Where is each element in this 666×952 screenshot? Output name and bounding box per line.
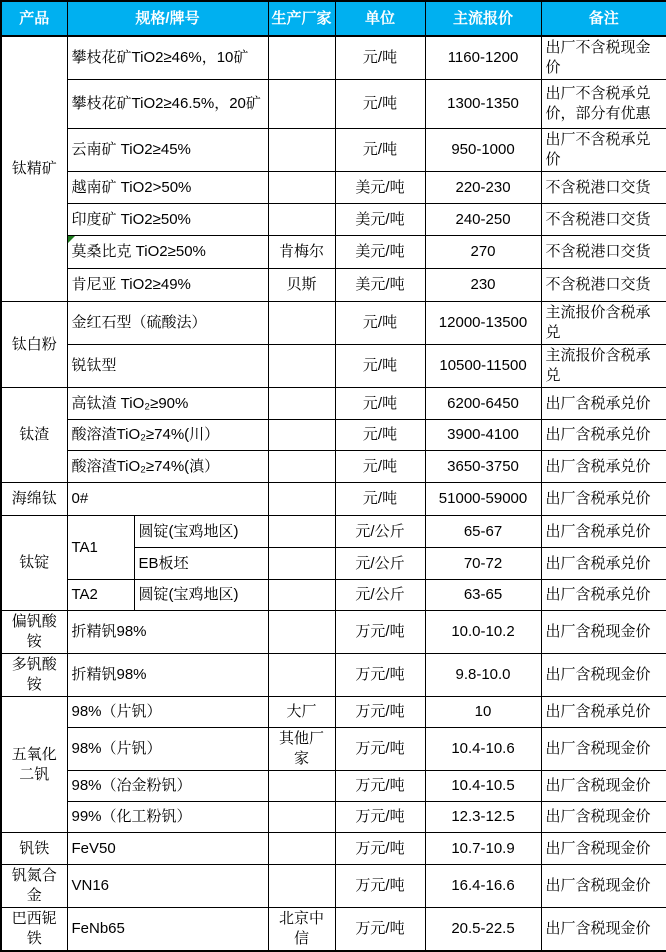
table-row bbox=[1, 80, 666, 129]
cell-note: 出厂含税承兑价 bbox=[541, 697, 666, 728]
cell-price: 1300-1350 bbox=[425, 80, 541, 129]
cell-note: 出厂含税承兑价 bbox=[541, 420, 666, 451]
cell-maker bbox=[268, 302, 335, 345]
cell-note: 出厂含税承兑价 bbox=[541, 548, 666, 580]
cell-maker bbox=[268, 129, 335, 172]
table-row bbox=[1, 697, 666, 728]
cell-spec: 折精钒98% bbox=[67, 654, 268, 697]
col-header-spec: 规格/牌号 bbox=[67, 1, 268, 36]
col-header-note: 备注 bbox=[541, 1, 666, 36]
cell-note: 出厂含税现金价 bbox=[541, 611, 666, 654]
cell-spec: 98%（片钒） bbox=[67, 697, 268, 728]
table-row bbox=[1, 802, 666, 833]
cell-spec: 肯尼亚 TiO2≥49% bbox=[67, 269, 268, 302]
cell-price: 12.3-12.5 bbox=[425, 802, 541, 833]
cell-note: 出厂含税承兑价 bbox=[541, 483, 666, 516]
table-row bbox=[1, 129, 666, 172]
col-header-price: 主流报价 bbox=[425, 1, 541, 36]
cell-price: 230 bbox=[425, 269, 541, 302]
cell-note: 出厂含税现金价 bbox=[541, 833, 666, 865]
col-header-product: 产品 bbox=[1, 1, 67, 36]
table-row bbox=[1, 771, 666, 802]
col-header-unit: 单位 bbox=[335, 1, 425, 36]
cell-note: 主流报价含税承兑 bbox=[541, 302, 666, 345]
cell-unit: 元/吨 bbox=[335, 345, 425, 388]
comment-marker-icon bbox=[68, 236, 75, 243]
table-row bbox=[1, 236, 666, 269]
cell-spec: 越南矿 TiO2>50% bbox=[67, 172, 268, 204]
cell-price: 220-230 bbox=[425, 172, 541, 204]
table-header bbox=[1, 1, 666, 36]
cell-spec: 云南矿 TiO2≥45% bbox=[67, 129, 268, 172]
cell-product: 钛白粉 bbox=[1, 302, 67, 388]
cell-note: 出厂不含税承兑价，部分有优惠 bbox=[541, 80, 666, 129]
table-row bbox=[1, 388, 666, 420]
cell-spec: 酸溶渣TiO₂≥74%(川） bbox=[67, 420, 268, 451]
cell-unit: 万元/吨 bbox=[335, 697, 425, 728]
table-row bbox=[1, 172, 666, 204]
table-row bbox=[1, 654, 666, 697]
cell-price: 6200-6450 bbox=[425, 388, 541, 420]
cell-price: 51000-59000 bbox=[425, 483, 541, 516]
cell-unit: 元/吨 bbox=[335, 36, 425, 80]
cell-unit: 万元/吨 bbox=[335, 611, 425, 654]
cell-unit: 万元/吨 bbox=[335, 908, 425, 952]
cell-maker bbox=[268, 204, 335, 236]
cell-maker bbox=[268, 865, 335, 908]
cell-note: 出厂含税承兑价 bbox=[541, 451, 666, 483]
cell-price: 1160-1200 bbox=[425, 36, 541, 80]
cell-note: 不含税港口交货 bbox=[541, 236, 666, 269]
cell-unit: 美元/吨 bbox=[335, 172, 425, 204]
cell-product: 海绵钛 bbox=[1, 483, 67, 516]
cell-price: 3900-4100 bbox=[425, 420, 541, 451]
cell-maker bbox=[268, 345, 335, 388]
cell-price: 240-250 bbox=[425, 204, 541, 236]
cell-maker bbox=[268, 451, 335, 483]
cell-price: 10500-11500 bbox=[425, 345, 541, 388]
cell-price: 10.4-10.6 bbox=[425, 728, 541, 771]
cell-maker: 肯梅尔 bbox=[268, 236, 335, 269]
table-row bbox=[1, 204, 666, 236]
cell-note: 不含税港口交货 bbox=[541, 172, 666, 204]
cell-maker bbox=[268, 483, 335, 516]
cell-price: 70-72 bbox=[425, 548, 541, 580]
cell-maker bbox=[268, 771, 335, 802]
cell-price: 270 bbox=[425, 236, 541, 269]
cell-spec: TA2 bbox=[67, 580, 134, 611]
cell-maker bbox=[268, 802, 335, 833]
cell-product: 巴西铌铁 bbox=[1, 908, 67, 952]
cell-maker bbox=[268, 654, 335, 697]
cell-product: 多钒酸铵 bbox=[1, 654, 67, 697]
cell-unit: 美元/吨 bbox=[335, 236, 425, 269]
cell-spec: 99%（化工粉钒） bbox=[67, 802, 268, 833]
cell-spec: 98%（冶金粉钒） bbox=[67, 771, 268, 802]
cell-unit: 元/吨 bbox=[335, 80, 425, 129]
cell-maker: 其他厂家 bbox=[268, 728, 335, 771]
table-row bbox=[1, 483, 666, 516]
cell-product: 偏钒酸铵 bbox=[1, 611, 67, 654]
cell-maker bbox=[268, 580, 335, 611]
cell-maker bbox=[268, 36, 335, 80]
cell-product: 钒铁 bbox=[1, 833, 67, 865]
cell-unit: 元/公斤 bbox=[335, 516, 425, 548]
cell-unit: 美元/吨 bbox=[335, 204, 425, 236]
cell-note: 出厂含税现金价 bbox=[541, 654, 666, 697]
cell-price: 12000-13500 bbox=[425, 302, 541, 345]
cell-note: 出厂含税现金价 bbox=[541, 771, 666, 802]
cell-price: 10.4-10.5 bbox=[425, 771, 541, 802]
table-row bbox=[1, 728, 666, 771]
cell-product: 五氧化二钒 bbox=[1, 697, 67, 833]
cell-maker: 贝斯 bbox=[268, 269, 335, 302]
cell-unit: 元/公斤 bbox=[335, 548, 425, 580]
cell-note: 出厂含税承兑价 bbox=[541, 580, 666, 611]
cell-price: 10 bbox=[425, 697, 541, 728]
cell-price: 10.7-10.9 bbox=[425, 833, 541, 865]
cell-spec: TA1 bbox=[67, 516, 134, 580]
table-row bbox=[1, 833, 666, 865]
cell-unit: 元/吨 bbox=[335, 483, 425, 516]
col-header-maker: 生产厂家 bbox=[268, 1, 335, 36]
cell-grade: EB板坯 bbox=[134, 548, 268, 580]
cell-maker bbox=[268, 548, 335, 580]
table-row bbox=[1, 451, 666, 483]
cell-grade: 圆锭(宝鸡地区) bbox=[134, 516, 268, 548]
table-row bbox=[1, 580, 666, 611]
cell-maker bbox=[268, 611, 335, 654]
table-row bbox=[1, 865, 666, 908]
cell-note: 出厂含税现金价 bbox=[541, 728, 666, 771]
table-row bbox=[1, 908, 666, 952]
cell-spec: 98%（片钒） bbox=[67, 728, 268, 771]
cell-price: 65-67 bbox=[425, 516, 541, 548]
cell-maker bbox=[268, 516, 335, 548]
cell-note: 不含税港口交货 bbox=[541, 269, 666, 302]
cell-spec: FeNb65 bbox=[67, 908, 268, 952]
cell-spec: 高钛渣 TiO₂≥90% bbox=[67, 388, 268, 420]
cell-unit: 万元/吨 bbox=[335, 654, 425, 697]
cell-note: 出厂不含税现金价 bbox=[541, 36, 666, 80]
cell-price: 10.0-10.2 bbox=[425, 611, 541, 654]
cell-maker: 北京中信 bbox=[268, 908, 335, 952]
table-body bbox=[1, 36, 666, 951]
cell-spec: 攀枝花矿TiO2≥46%，10矿 bbox=[67, 36, 268, 80]
cell-spec: FeV50 bbox=[67, 833, 268, 865]
cell-spec: 锐钛型 bbox=[67, 345, 268, 388]
cell-price: 63-65 bbox=[425, 580, 541, 611]
cell-unit: 元/吨 bbox=[335, 451, 425, 483]
cell-product: 钛精矿 bbox=[1, 36, 67, 302]
cell-unit: 元/公斤 bbox=[335, 580, 425, 611]
cell-unit: 美元/吨 bbox=[335, 269, 425, 302]
cell-spec: 攀枝花矿TiO2≥46.5%，20矿 bbox=[67, 80, 268, 129]
cell-unit: 万元/吨 bbox=[335, 728, 425, 771]
cell-maker bbox=[268, 833, 335, 865]
cell-unit: 万元/吨 bbox=[335, 833, 425, 865]
cell-maker bbox=[268, 420, 335, 451]
table-row bbox=[1, 516, 666, 548]
cell-note: 不含税港口交货 bbox=[541, 204, 666, 236]
cell-spec: 0# bbox=[67, 483, 268, 516]
cell-note: 主流报价含税承兑 bbox=[541, 345, 666, 388]
cell-maker: 大厂 bbox=[268, 697, 335, 728]
cell-spec: 印度矿 TiO2≥50% bbox=[67, 204, 268, 236]
cell-unit: 万元/吨 bbox=[335, 771, 425, 802]
cell-product: 钛锭 bbox=[1, 516, 67, 611]
cell-unit: 万元/吨 bbox=[335, 802, 425, 833]
table-row bbox=[1, 302, 666, 345]
cell-note: 出厂不含税承兑价 bbox=[541, 129, 666, 172]
cell-maker bbox=[268, 388, 335, 420]
table-row bbox=[1, 611, 666, 654]
cell-spec: 酸溶渣TiO₂≥74%(滇） bbox=[67, 451, 268, 483]
cell-note: 出厂含税现金价 bbox=[541, 865, 666, 908]
cell-note: 出厂含税现金价 bbox=[541, 802, 666, 833]
cell-product: 钒氮合金 bbox=[1, 865, 67, 908]
header-row bbox=[1, 1, 666, 36]
cell-note: 出厂含税承兑价 bbox=[541, 516, 666, 548]
cell-spec: 莫桑比克 TiO2≥50% bbox=[67, 236, 268, 269]
cell-spec: 折精钒98% bbox=[67, 611, 268, 654]
cell-unit: 元/吨 bbox=[335, 388, 425, 420]
cell-price: 16.4-16.6 bbox=[425, 865, 541, 908]
table-row bbox=[1, 345, 666, 388]
cell-unit: 元/吨 bbox=[335, 129, 425, 172]
cell-maker bbox=[268, 172, 335, 204]
cell-maker bbox=[268, 80, 335, 129]
cell-price: 20.5-22.5 bbox=[425, 908, 541, 952]
cell-unit: 万元/吨 bbox=[335, 865, 425, 908]
table-row bbox=[1, 36, 666, 80]
cell-spec: 金红石型（硫酸法） bbox=[67, 302, 268, 345]
cell-product: 钛渣 bbox=[1, 388, 67, 483]
cell-spec: VN16 bbox=[67, 865, 268, 908]
cell-unit: 元/吨 bbox=[335, 420, 425, 451]
table-row bbox=[1, 269, 666, 302]
cell-note: 出厂含税承兑价 bbox=[541, 388, 666, 420]
cell-price: 3650-3750 bbox=[425, 451, 541, 483]
cell-unit: 元/吨 bbox=[335, 302, 425, 345]
cell-grade: 圆锭(宝鸡地区) bbox=[134, 580, 268, 611]
table-row bbox=[1, 420, 666, 451]
cell-note: 出厂含税现金价 bbox=[541, 908, 666, 952]
cell-price: 9.8-10.0 bbox=[425, 654, 541, 697]
cell-price: 950-1000 bbox=[425, 129, 541, 172]
